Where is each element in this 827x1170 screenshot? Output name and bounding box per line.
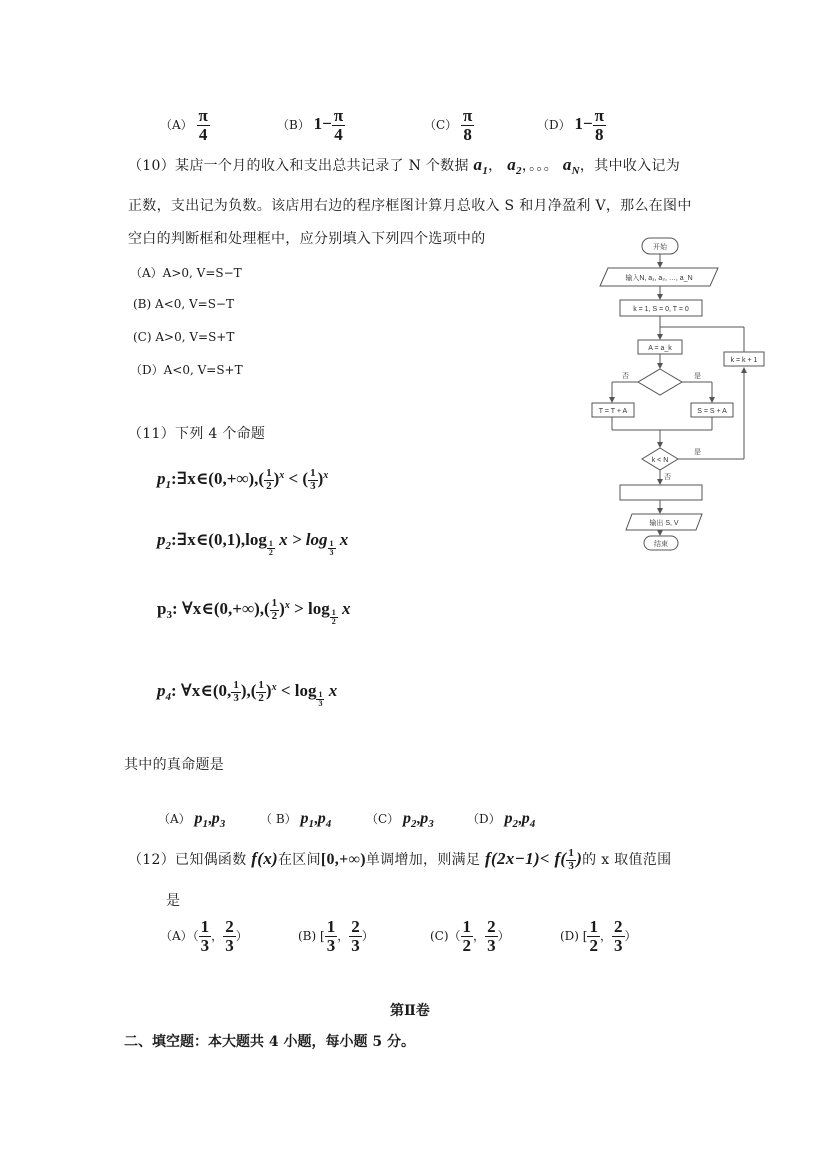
q10-option-c: (C) A>0, V=S+T <box>133 330 235 344</box>
flow-assign-label: A = a_k <box>648 345 672 352</box>
q11-option-d: （D） p2,p4 <box>467 810 536 830</box>
flow-yes2-label: 是 <box>694 449 701 456</box>
fraction: $\frac{1}{2}$ <box>258 679 264 704</box>
q12-option-a: （A）（ $\frac{1}{3}$ ， $\frac{2}{3}$ ） <box>160 917 248 955</box>
flow-start-label: 开始 <box>653 244 667 251</box>
option-label: （C） <box>424 117 458 132</box>
flow-no2-label: 否 <box>664 474 671 481</box>
fraction: $\frac{2}{3}$ <box>614 917 623 955</box>
q10-line-1: （10）某店一个月的收入和支出总共记录了 N 个数据 $a_1$， $a_2$，。。。 $a_N$，其中收入记为 <box>128 155 680 177</box>
fraction: $\frac{1}{3}$ <box>326 917 336 955</box>
program-flowchart <box>590 232 790 552</box>
flow-k-update-label: k = k + 1 <box>730 357 758 364</box>
q12-option-b: (B) [ $\frac{1}{3}$ ， $\frac{2}{3}$ ） <box>298 917 374 955</box>
q10-option-a: （A）A>0, V=S−T <box>130 266 242 280</box>
fraction: $\frac{2}{3}$ <box>225 917 234 955</box>
q11-option-c: （C） p2,p3 <box>366 810 434 830</box>
proposition-p3: $p_3$: ∀x∈(0,+∞),( $\frac{1}{2}$ )$^x$ > log $\frac{1}{2}$ x <box>157 597 351 626</box>
flow-blank-decision <box>638 369 682 395</box>
proposition-p1: $p_1:\exists x\in(0,+\infty)$,( $\frac{1}{2}$ )$^x$ < ( $\frac{1}{3}$ )$^x$ <box>157 467 329 492</box>
q11-option-b: （ B） p1,p4 <box>260 810 332 830</box>
q11-conclusion: 其中的真命题是 <box>124 757 225 773</box>
q9-option-b <box>277 107 345 144</box>
fraction: $\frac{1}{2}$ <box>271 597 278 622</box>
q10-line-3: 空白的判断框和处理框中，应分别填入下列四个选项中的 <box>128 231 486 247</box>
fraction: $\frac{1}{3}$ <box>310 467 316 492</box>
proposition-p4: $p_4$: ∀x∈(0, $\frac{1}{3}$ ),( $\frac{1}{2}$ )$^x$ < log $\frac{1}{3}$ x <box>157 679 338 708</box>
q10-option-d: （D）A<0, V=S+T <box>130 363 243 377</box>
option-label: （A） <box>160 117 193 132</box>
flow-output-label: 输出 S, V <box>649 520 679 527</box>
q9-option-a <box>160 107 210 144</box>
log-base-fraction: $\frac{1}{2}$ <box>268 538 273 557</box>
fraction: $\frac{\pi}{4}$ <box>198 106 208 144</box>
flow-init-label: k = 1, S = 0, T = 0 <box>633 306 689 313</box>
fraction: $\frac{1}{3}$ <box>200 917 210 955</box>
log-base-fraction: $\frac{1}{2}$ <box>331 607 336 626</box>
math-prefix: 1− <box>574 113 593 133</box>
fraction: $\frac{1}{2}$ <box>462 917 472 955</box>
q9-option-d <box>537 107 606 144</box>
fraction: $\frac{1}{2}$ <box>266 467 272 492</box>
fraction: $\frac{1}{3}$ <box>568 847 575 872</box>
proposition-p2: $p_2:\exists x\in(0,1),\log$ $\frac{1}{2}$ x > log $\frac{1}{3}$ x <box>157 530 349 557</box>
flow-end-label: 结束 <box>654 541 668 548</box>
fraction: $\frac{1}{3}$ <box>233 679 239 704</box>
fraction: $\frac{1}{2}$ <box>589 917 598 955</box>
math-prefix: 1− <box>313 113 332 133</box>
q11-option-a: （A） p1,p3 <box>158 810 226 830</box>
flow-blank-process <box>620 485 702 500</box>
q10-line-2: 正数，支出记为负数。该店用右边的程序框图计算月总收入 S 和月净盈利 V，那么在图中 <box>128 198 692 214</box>
part-title: 第Ⅱ卷 <box>390 1003 430 1019</box>
q12-line-1: （12）已知偶函数 f(x)在区间[0,+∞)单调增加，则满足 f(2x−1)< f( $\frac{1}{3}$ )的 x 取值范围 <box>128 847 672 872</box>
flow-input-label: 输入N, a₁, a₂, …, a_N <box>625 275 693 282</box>
option-label: （D） <box>537 117 571 132</box>
q9-option-c <box>424 107 474 144</box>
q12-option-c: (C)（ $\frac{1}{2}$ ， $\frac{2}{3}$ ） <box>430 917 510 955</box>
flow-k-decision-label: k < N <box>651 457 669 464</box>
flow-s-update-label: S = S + A <box>697 408 727 415</box>
q10-option-b: (B) A<0, V=S−T <box>133 297 234 311</box>
flow-yes-label: 是 <box>694 373 701 380</box>
fraction: $\frac{\pi}{8}$ <box>463 106 473 144</box>
option-label: （B） <box>277 117 310 132</box>
q12-line-2: 是 <box>166 893 181 909</box>
log-base-fraction: $\frac{1}{3}$ <box>329 538 334 557</box>
fraction: $\frac{2}{3}$ <box>487 917 496 955</box>
fraction: $\frac{2}{3}$ <box>351 917 360 955</box>
flow-no-label: 否 <box>622 373 629 380</box>
log-base-fraction: $\frac{1}{3}$ <box>318 689 323 708</box>
q11-intro: （11）下列 4 个命题 <box>128 426 266 442</box>
flow-t-update-label: T = T + A <box>598 408 628 415</box>
q12-option-d: (D) [ $\frac{1}{2}$ ， $\frac{2}{3}$ ） <box>560 917 637 955</box>
section-heading: 二、填空题：本大题共 4 小题，每小题 5 分。 <box>124 1034 415 1050</box>
fraction: $\frac{\pi}{4}$ <box>333 106 344 144</box>
fraction: $\frac{\pi}{8}$ <box>594 106 604 144</box>
